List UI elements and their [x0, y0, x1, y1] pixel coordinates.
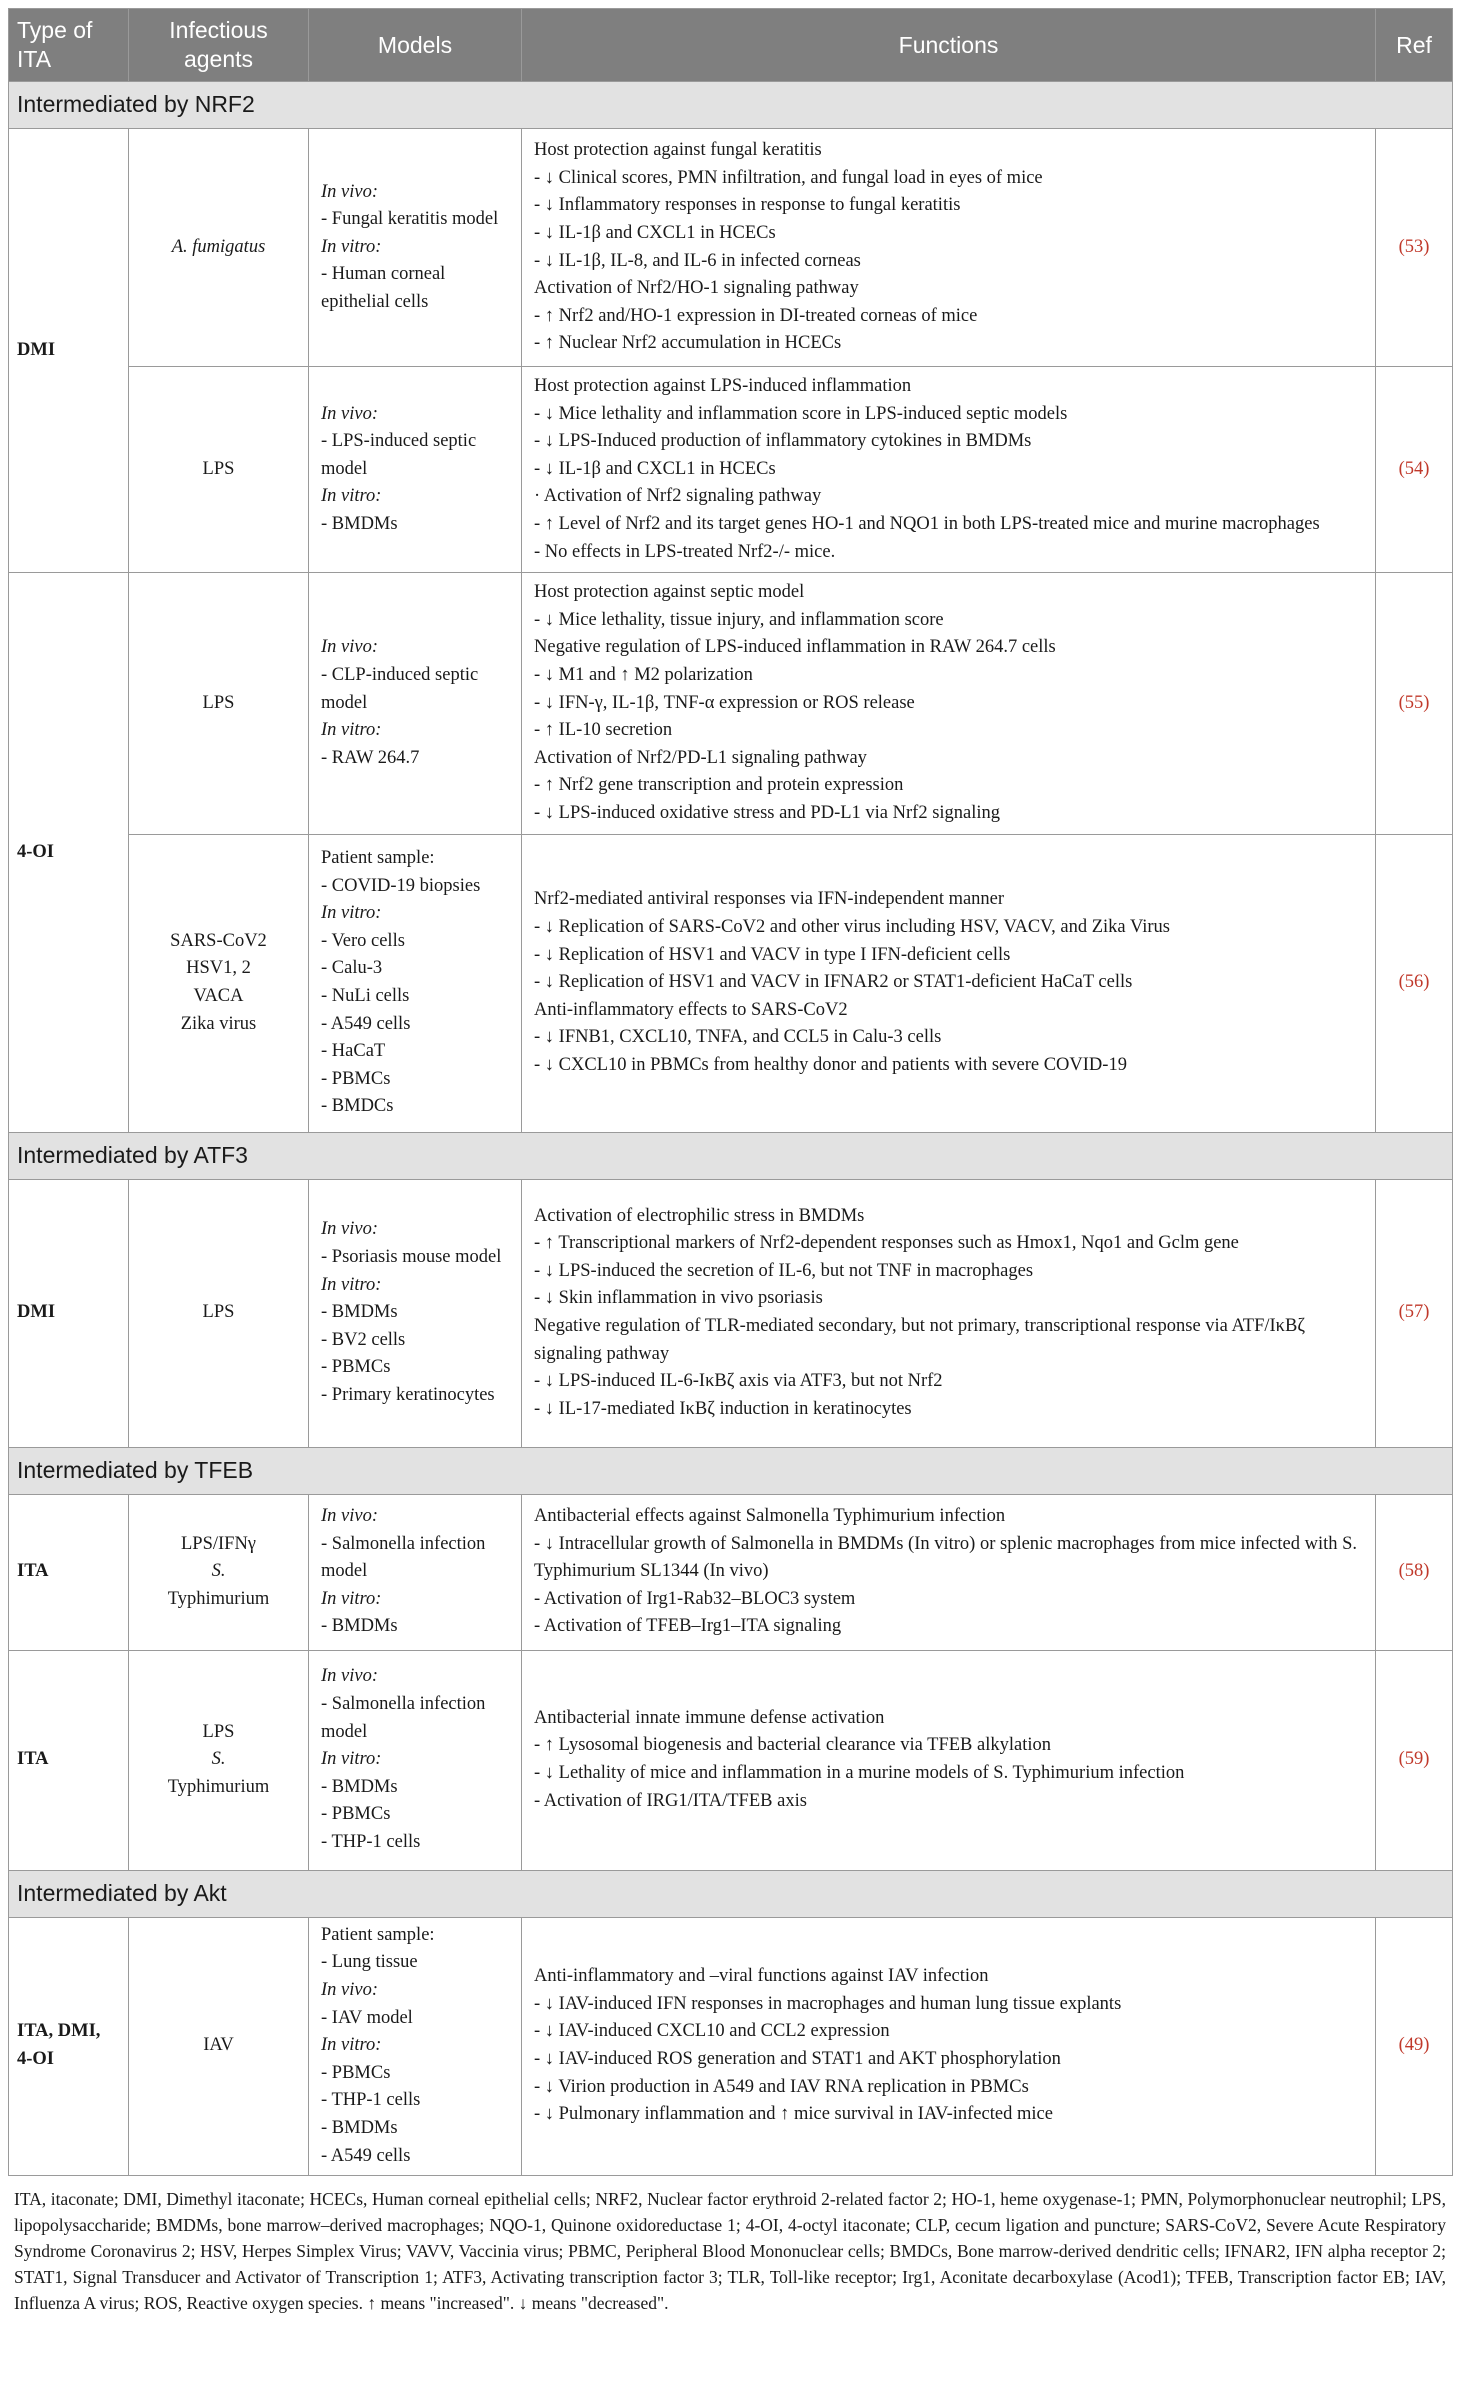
function-cell — [522, 129, 1376, 367]
function-line: · Activation of Nrf2 signaling pathway — [534, 486, 822, 507]
function-line: Anti-inflammatory and –viral functions against IAV infection — [534, 1966, 989, 1987]
model-cell — [309, 834, 522, 1132]
model-line: - BV2 cells — [321, 1329, 406, 1350]
type-cell: DMI — [9, 1179, 129, 1447]
model-line: - PBMCs — [321, 1357, 391, 1378]
header-models: Models — [309, 9, 522, 82]
table-row — [9, 1179, 1453, 1447]
model-line: - Fungal keratitis model — [321, 209, 499, 230]
model-cell — [309, 129, 522, 367]
model-line: - PBMCs — [321, 2062, 391, 2083]
model-line: - Human corneal epithelial cells — [321, 264, 446, 312]
model-line: Patient sample: — [321, 848, 435, 869]
function-line: - ↓ Clinical scores, PMN infiltration, and fungal load in eyes of mice — [534, 167, 1043, 188]
agent-name: HSV1, 2 — [186, 958, 251, 979]
function-line: - Activation of TFEB–Irg1–ITA signaling — [534, 1616, 842, 1637]
function-line: - ↑ Transcriptional markers of Nrf2-dependent responses such as Hmox1, Nqo1 and Gclm gene — [534, 1233, 1239, 1254]
function-line: - ↓ Intracellular growth of Salmonella in BMDMs (In vitro) or splenic macrophages from mice infected with S. Typhimurium SL1344 (In vivo) — [534, 1533, 1358, 1582]
model-line: In vivo: — [321, 1506, 379, 1527]
function-cell — [522, 1494, 1376, 1650]
model-line: In vitro: — [321, 1588, 382, 1609]
section-akt: Intermediated by Akt — [9, 1870, 1453, 1917]
model-line: - Salmonella infection model — [321, 1533, 486, 1582]
function-cell — [522, 834, 1376, 1132]
function-line: - ↓ M1 and ↑ M2 polarization — [534, 664, 753, 685]
agent-name: Typhimurium — [167, 1776, 270, 1797]
ref-link[interactable]: (56) — [1376, 834, 1453, 1132]
model-line: - IAV model — [321, 2007, 413, 2028]
model-line: - Psoriasis mouse model — [321, 1247, 502, 1268]
table-header-row — [9, 9, 1453, 82]
agent-cell — [129, 573, 309, 834]
table-row — [9, 1917, 1453, 2175]
section-nrf2: Intermediated by NRF2 — [9, 82, 1453, 129]
header-agents: Infectious agents — [129, 9, 309, 82]
function-line: - ↑ Level of Nrf2 and its target genes HO-1 and NQO1 in both LPS-treated mice and murine macrophages — [534, 513, 1320, 534]
function-line: - ↓ IL-1β and CXCL1 in HCECs — [534, 222, 776, 243]
agent-name: LPS/IFNγ — [180, 1533, 256, 1554]
function-line: Anti-inflammatory effects to SARS-CoV2 — [534, 999, 848, 1020]
function-line: Host protection against septic model — [534, 582, 805, 603]
function-line: - ↓ IL-17-mediated IκBζ induction in keratinocytes — [534, 1398, 912, 1419]
function-line: - ↓ LPS-induced oxidative stress and PD-L1 via Nrf2 signaling — [534, 802, 1001, 823]
model-line: - BMDMs — [321, 1302, 398, 1323]
agent-name: LPS — [202, 458, 235, 479]
header-functions: Functions — [522, 9, 1376, 82]
model-line: In vitro: — [321, 486, 382, 507]
model-line: - Lung tissue — [321, 1952, 418, 1973]
model-line: - BMDMs — [321, 513, 398, 534]
ref-link[interactable]: (49) — [1376, 1917, 1453, 2175]
function-line: Antibacterial innate immune defense activation — [534, 1707, 885, 1728]
function-line: - ↓ Replication of HSV1 and VACV in type I IFN-deficient cells — [534, 944, 1011, 965]
ref-link[interactable]: (55) — [1376, 573, 1453, 834]
function-cell — [522, 367, 1376, 573]
table-row — [9, 573, 1453, 834]
ref-link[interactable]: (54) — [1376, 367, 1453, 573]
model-line: - RAW 264.7 — [321, 747, 420, 768]
function-line: Negative regulation of LPS-induced inflammation in RAW 264.7 cells — [534, 637, 1056, 658]
function-line: - ↓ IFNB1, CXCL10, TNFA, and CCL5 in Calu-3 cells — [534, 1027, 942, 1048]
model-line: In vivo: — [321, 1219, 379, 1240]
table-row — [9, 1650, 1453, 1870]
ref-link[interactable]: (53) — [1376, 129, 1453, 367]
ref-link[interactable]: (57) — [1376, 1179, 1453, 1447]
model-line: - BMDMs — [321, 2117, 398, 2138]
function-line: - ↓ Mice lethality, tissue injury, and inflammation score — [534, 609, 944, 630]
model-cell — [309, 1917, 522, 2175]
function-line: - ↓ Replication of HSV1 and VACV in IFNAR2 or STAT1-deficient HaCaT cells — [534, 972, 1133, 993]
ref-link[interactable]: (59) — [1376, 1650, 1453, 1870]
agent-name: VACA — [193, 986, 244, 1006]
function-line: - ↓ Inflammatory responses in response to fungal keratitis — [534, 195, 961, 216]
model-line: - BMDCs — [321, 1096, 394, 1117]
type-cell: 4-OI — [9, 573, 129, 1132]
table-row — [9, 834, 1453, 1132]
model-cell — [309, 367, 522, 573]
model-line: - COVID-19 biopsies — [321, 875, 481, 896]
model-line: In vivo: — [321, 181, 379, 202]
agent-name: Typhimurium — [167, 1588, 270, 1609]
table-row — [9, 367, 1453, 573]
function-line: Host protection against fungal keratitis — [534, 140, 822, 161]
table-row — [9, 1494, 1453, 1650]
table-footnote: ITA, itaconate; DMI, Dimethyl itaconate; HCECs, Human corneal epithelial cells; NRF2, Nuclear factor erythroid 2-related factor 2; HO-1, heme oxygenase-1; PMN, Polymorphonuclear neutrophil; LPS, lipopolysaccharide; BMDMs, bone marrow–derived macrophages; NQO-1, Quinone oxidoreductase 1; 4-OI, 4-octyl itaconate; CLP, cecum ligation and puncture; SARS-CoV2, Severe Acute Respiratory Syndrome Coronavirus 2; HSV, Herpes Simplex Virus; VAVV, Vaccinia virus; PBMC, Peripheral Blood Mononuclear cells; BMDCs, Bone marrow-derived dendritic cells; IFNAR2, IFN alpha receptor 2; STAT1, Signal Transducer and Activator of Transcription 1; ATF3, Activating transcription factor 3; TLR, Toll-like receptor; Irg1, Aconitate decarboxylase (Acod1); TFEB, Transcription factor EB; IAV, Influenza A virus; ROS, Reactive oxygen species. ↑ means "increased". ↓ means "decreased". — [14, 2188, 1446, 2313]
model-line: In vivo: — [321, 1666, 379, 1687]
function-line: Activation of Nrf2/PD-L1 signaling pathway — [534, 747, 867, 768]
model-line: In vitro: — [321, 2035, 382, 2056]
function-cell — [522, 1917, 1376, 2175]
function-line: Nrf2-mediated antiviral responses via IFN-independent manner — [534, 889, 1005, 910]
table-row — [9, 129, 1453, 367]
model-line: - THP-1 cells — [321, 2090, 421, 2111]
model-cell — [309, 1650, 522, 1870]
function-line: - ↑ Nuclear Nrf2 accumulation in HCECs — [534, 333, 842, 354]
function-line: - ↓ IL-1β and CXCL1 in HCECs — [534, 458, 776, 479]
model-line: - HaCaT — [321, 1041, 386, 1062]
model-cell — [309, 573, 522, 834]
type-cell: ITA, DMI, 4-OI — [9, 1917, 129, 2175]
function-line: - ↓ Virion production in A549 and IAV RNA replication in PBMCs — [534, 2076, 1029, 2097]
model-line: - LPS-induced septic model — [321, 431, 477, 479]
model-line: - PBMCs — [321, 1068, 391, 1089]
model-line: In vitro: — [321, 236, 382, 257]
agent-name: LPS — [202, 1721, 235, 1742]
type-cell: ITA — [9, 1650, 129, 1870]
function-line: - ↓ CXCL10 in PBMCs from healthy donor and patients with severe COVID-19 — [534, 1054, 1127, 1075]
agent-name: LPS — [202, 1302, 235, 1323]
type-cell: DMI — [9, 129, 129, 573]
type-cell: ITA — [9, 1494, 129, 1650]
agent-cell — [129, 1494, 309, 1650]
model-line: Patient sample: — [321, 1924, 435, 1945]
model-line: In vitro: — [321, 720, 382, 741]
function-line: - ↓ IAV-induced IFN responses in macrophages and human lung tissue explants — [534, 1993, 1122, 2014]
function-line: - Activation of Irg1-Rab32–BLOC3 system — [534, 1588, 856, 1609]
model-line: - Vero cells — [321, 930, 405, 951]
function-line: - ↑ Nrf2 gene transcription and protein expression — [534, 775, 904, 796]
function-line: - No effects in LPS-treated Nrf2-/- mice. — [534, 541, 836, 562]
function-line: Negative regulation of TLR-mediated secondary, but not primary, transcriptional response via ATF/IκBζ signaling pathway — [534, 1316, 1306, 1364]
header-type: Type of ITA — [9, 9, 129, 82]
function-line: - ↓ IFN-γ, IL-1β, TNF-α expression or ROS release — [534, 692, 915, 713]
model-line: In vitro: — [321, 1274, 382, 1295]
function-line: Activation of electrophilic stress in BMDMs — [534, 1205, 865, 1226]
model-line: In vitro: — [321, 903, 382, 924]
section-tfeb: Intermediated by TFEB — [9, 1447, 1453, 1494]
function-line: - ↓ Skin inflammation in vivo psoriasis — [534, 1288, 823, 1309]
agent-name: A. fumigatus — [171, 236, 266, 257]
agent-name: S. — [211, 1561, 226, 1582]
agent-cell — [129, 1179, 309, 1447]
model-line: - THP-1 cells — [321, 1831, 421, 1852]
section-atf3: Intermediated by ATF3 — [9, 1132, 1453, 1179]
function-line: Host protection against LPS-induced inflammation — [534, 376, 912, 396]
agent-cell — [129, 1650, 309, 1870]
function-line: - ↓ LPS-induced IL-6-IκBζ axis via ATF3, but not Nrf2 — [534, 1371, 943, 1392]
model-line: - A549 cells — [321, 1013, 411, 1034]
model-line: - A549 cells — [321, 2145, 411, 2166]
agent-cell — [129, 367, 309, 573]
function-line: - ↓ LPS-induced the secretion of IL-6, but not TNF in macrophages — [534, 1260, 1034, 1281]
function-line: - ↓ Mice lethality and inflammation score in LPS-induced septic models — [534, 403, 1068, 424]
function-line: - Activation of IRG1/ITA/TFEB axis — [534, 1790, 807, 1811]
model-line: - PBMCs — [321, 1804, 391, 1825]
function-line: - ↓ IL-1β, IL-8, and IL-6 in infected corneas — [534, 250, 861, 271]
function-cell — [522, 573, 1376, 834]
document — [8, 8, 1452, 2316]
agent-name: Zika virus — [180, 1013, 257, 1034]
function-line: - ↓ Pulmonary inflammation and ↑ mice survival in IAV-infected mice — [534, 2104, 1053, 2125]
model-line: - Calu-3 — [321, 958, 383, 979]
model-line: - CLP-induced septic model — [321, 664, 479, 713]
agent-name: S. — [211, 1749, 226, 1770]
model-line: In vivo: — [321, 637, 379, 658]
function-line: - ↑ IL-10 secretion — [534, 720, 673, 741]
agent-cell — [129, 129, 309, 367]
model-line: - BMDMs — [321, 1616, 398, 1637]
function-line: - ↓ IAV-induced CXCL10 and CCL2 expression — [534, 2021, 890, 2042]
function-cell — [522, 1179, 1376, 1447]
function-line: - ↓ LPS-Induced production of inflammatory cytokines in BMDMs — [534, 431, 1032, 452]
model-line: - NuLi cells — [321, 986, 410, 1006]
function-cell — [522, 1650, 1376, 1870]
model-line: In vivo: — [321, 403, 379, 424]
agent-name: IAV — [203, 2035, 234, 2056]
header-ref: Ref — [1376, 9, 1453, 82]
agent-name: SARS-CoV2 — [170, 930, 267, 951]
agent-cell — [129, 834, 309, 1132]
function-line: Antibacterial effects against Salmonella Typhimurium infection — [534, 1506, 1006, 1527]
function-line: - ↓ Lethality of mice and inflammation in a murine models of S. Typhimurium infection — [534, 1763, 1185, 1783]
function-line: - ↓ IAV-induced ROS generation and STAT1 and AKT phosphorylation — [534, 2049, 1061, 2069]
itaconate-table — [8, 8, 1453, 2176]
model-line: In vivo: — [321, 1980, 379, 2001]
function-line: Activation of Nrf2/HO-1 signaling pathway — [534, 278, 859, 299]
function-line: - ↑ Nrf2 and/HO-1 expression in DI-treated corneas of mice — [534, 305, 978, 326]
model-cell — [309, 1179, 522, 1447]
agent-name: LPS — [202, 692, 235, 713]
function-line: - ↓ Replication of SARS-CoV2 and other virus including HSV, VACV, and Zika Virus — [534, 917, 1170, 938]
model-line: - Salmonella infection model — [321, 1694, 486, 1742]
function-line: - ↑ Lysosomal biogenesis and bacterial clearance via TFEB alkylation — [534, 1735, 1051, 1756]
model-line: In vitro: — [321, 1749, 382, 1770]
model-line: - Primary keratinocytes — [321, 1384, 495, 1405]
ref-link[interactable]: (58) — [1376, 1494, 1453, 1650]
agent-cell — [129, 1917, 309, 2175]
model-line: - BMDMs — [321, 1776, 398, 1797]
model-cell — [309, 1494, 522, 1650]
